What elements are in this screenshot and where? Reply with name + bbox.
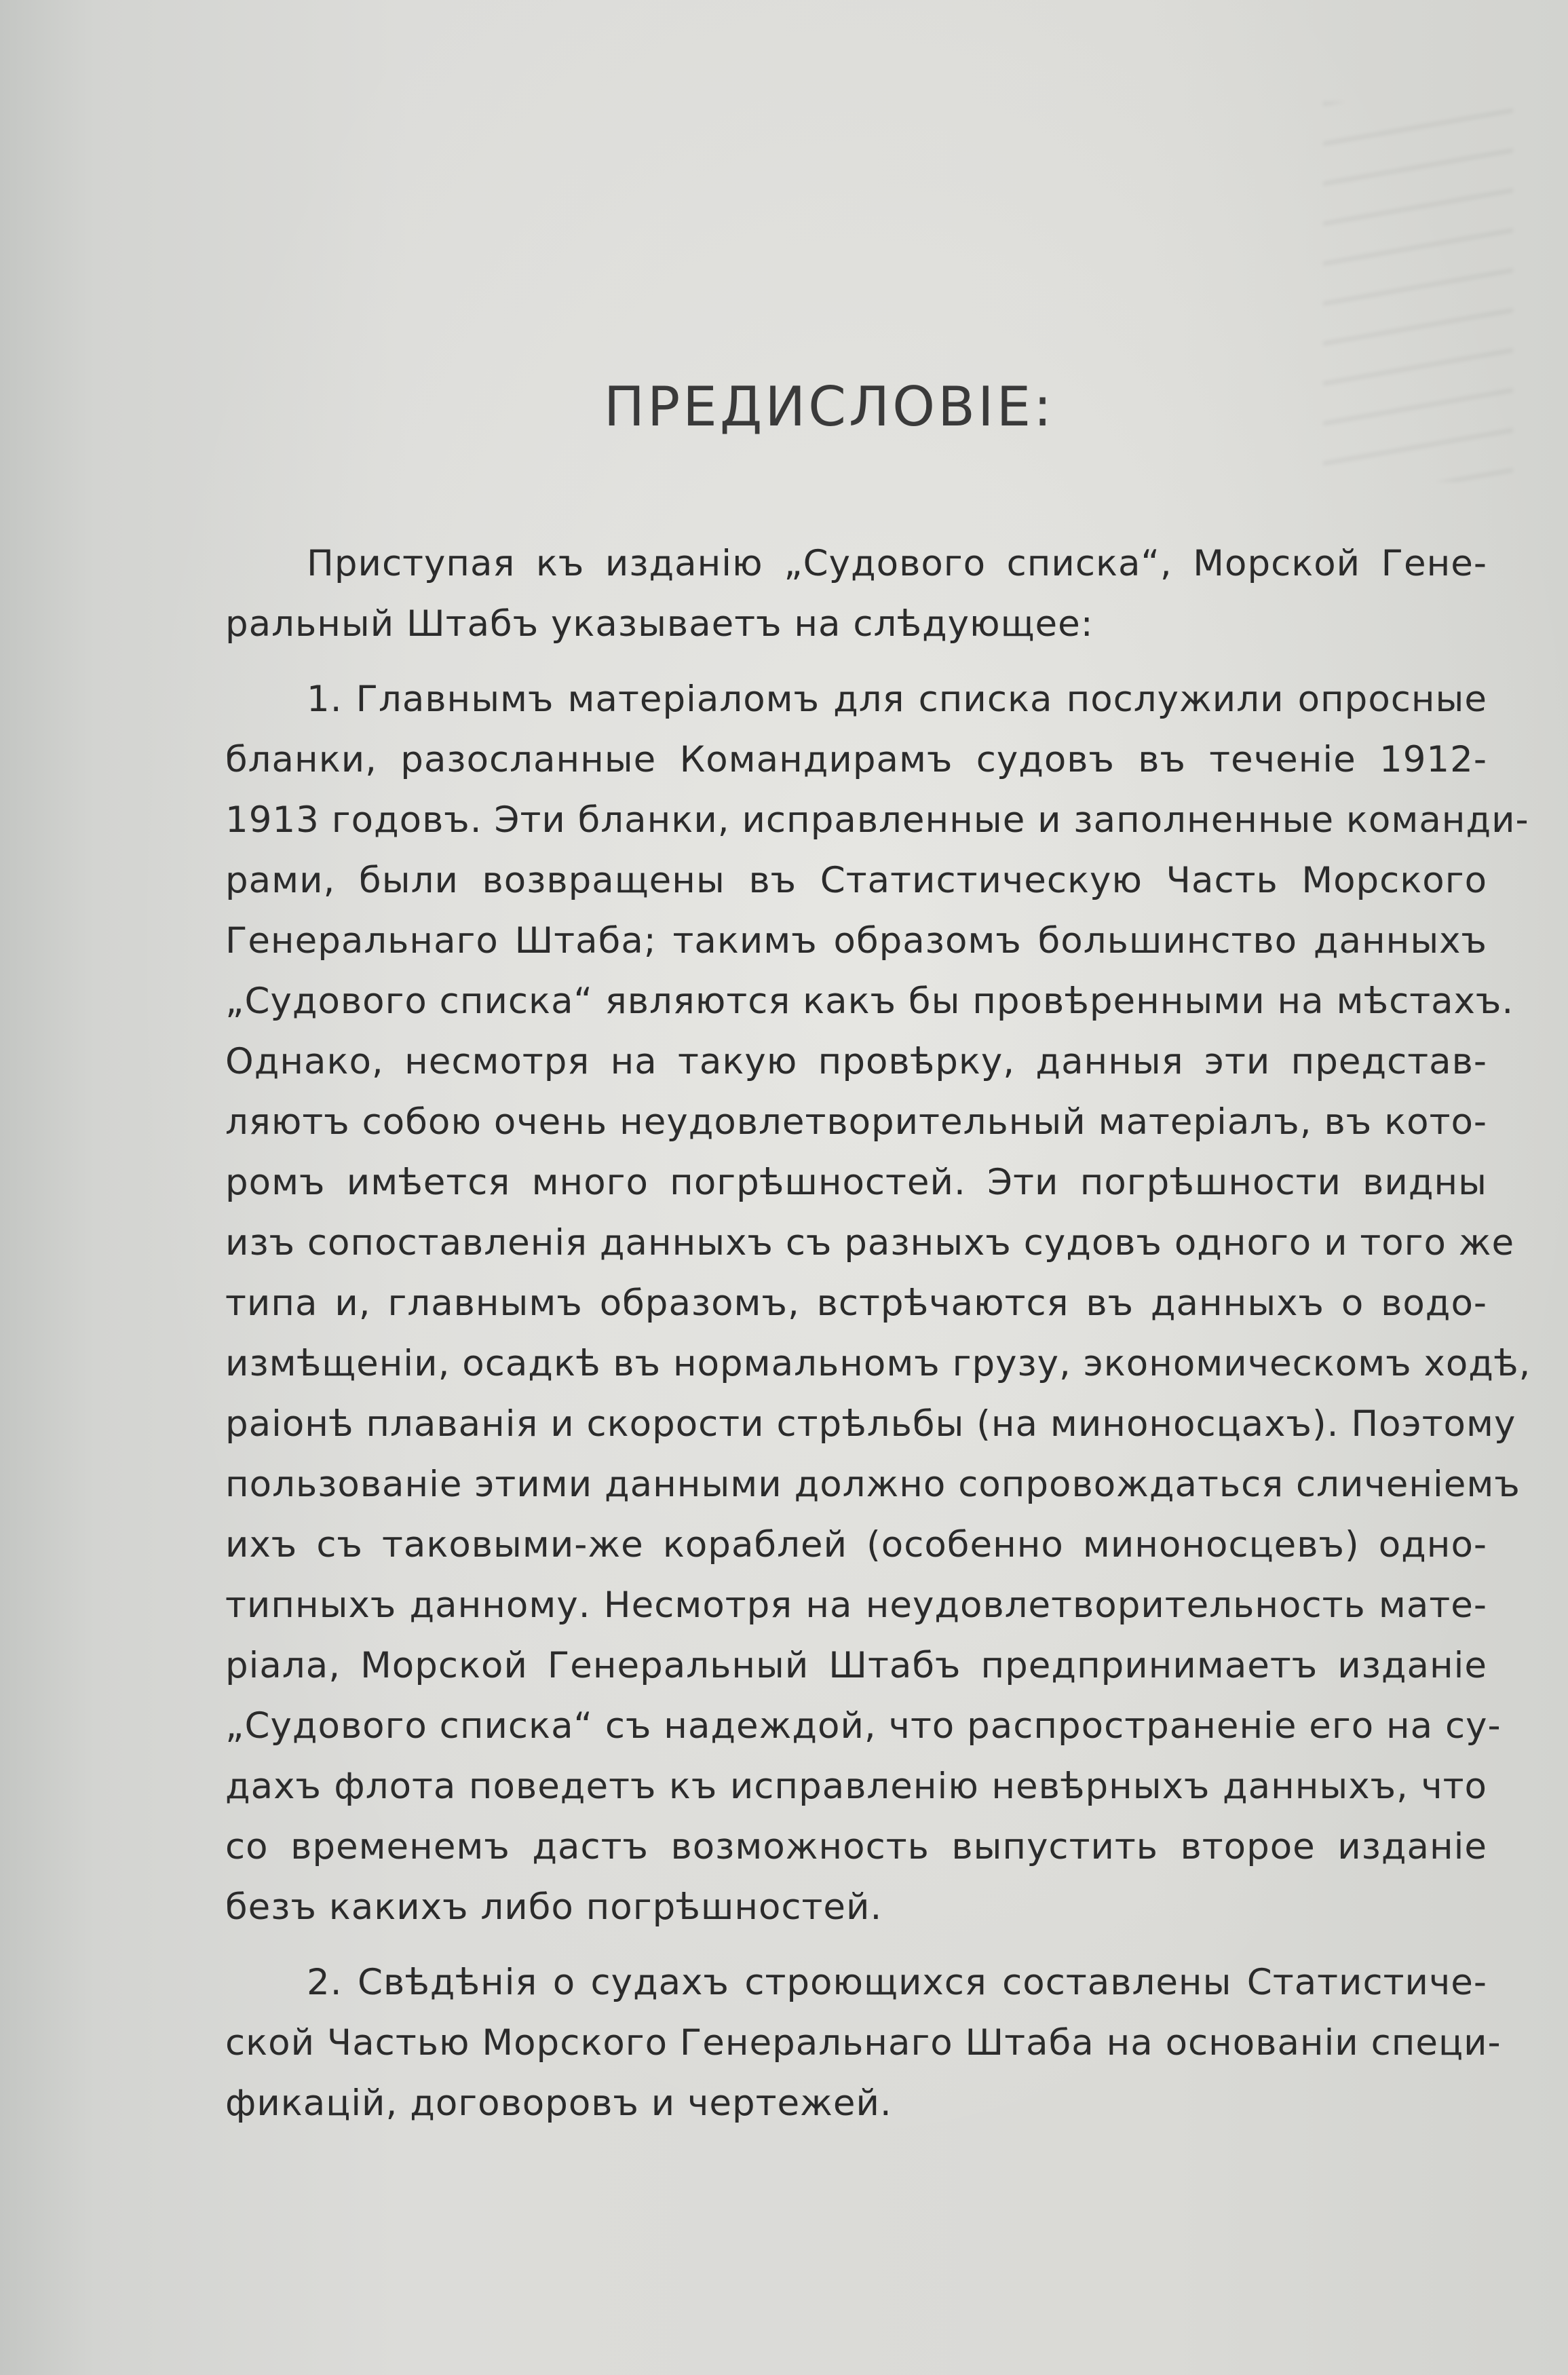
text-line: „Судового списка“ съ надеждой, что распространенiе его на су- xyxy=(225,1705,1502,1747)
text-line: 1. Главнымъ матерiаломъ для списка послужили опросные xyxy=(307,679,1487,720)
text-line: измѣщенiи, осадкѣ въ нормальномъ грузу, экономическомъ ходѣ, xyxy=(225,1343,1531,1384)
text-line: изъ сопоставленiя данныхъ съ разныхъ судовъ одного и того же xyxy=(225,1222,1515,1264)
text-line: Приступая къ изданiю „Судового списка“, Морской Гене- xyxy=(307,543,1487,584)
paragraph-point-2 xyxy=(144,1952,1502,2133)
text-line: фикацiй, договоровъ и чертежей. xyxy=(225,2083,892,2124)
text-line: пользованiе этими данными должно сопровождаться сличенiемъ xyxy=(225,1464,1521,1505)
text-line: ромъ имѣется много погрѣшностей. Эти погрѣшности видны xyxy=(225,1162,1487,1203)
text-line: 2. Свѣдѣнiя о судахъ строющихся составлены Статистиче- xyxy=(307,1962,1487,2003)
text-line: „Судового списка“ являются какъ бы провѣренными на мѣстахъ. xyxy=(225,981,1514,1022)
text-line: 1913 годовъ. Эти бланки, исправленные и заполненные команди- xyxy=(225,799,1529,841)
text-line: ральный Штабъ указываетъ на слѣдующее: xyxy=(225,603,1094,645)
text-line: ихъ съ таковыми-же кораблей (особенно миноносцевъ) одно- xyxy=(225,1524,1487,1565)
text-line: ской Частью Морского Генеральнаго Штаба на основанiи специ- xyxy=(225,2022,1502,2064)
text-line: рами, были возвращены въ Статистическую Часть Морского xyxy=(225,860,1487,901)
text-line: раiонѣ плаванiя и скорости стрѣльбы (на миноносцахъ). Поэтому xyxy=(225,1403,1516,1445)
text-line: типа и, главнымъ образомъ, встрѣчаются въ данныхъ о водо- xyxy=(225,1282,1487,1324)
preface-text xyxy=(144,375,1531,2133)
text-line: дахъ флота поведетъ къ исправленiю невѣрныхъ данныхъ, что xyxy=(225,1766,1487,1807)
page-title: ПРЕДИСЛОВIЕ: xyxy=(603,375,1055,438)
paragraph-intro xyxy=(144,533,1487,654)
paragraph-point-1 xyxy=(144,669,1531,1937)
text-line: Однако, несмотря на такую провѣрку, данныя эти представ- xyxy=(225,1041,1487,1082)
text-line: со временемъ дастъ возможность выпустить второе изданiе xyxy=(225,1826,1487,1867)
text-line: бланки, разосланные Командирамъ судовъ въ теченiе 1912- xyxy=(225,739,1487,780)
text-line: ляютъ собою очень неудовлетворительный матерiалъ, въ кото- xyxy=(225,1101,1487,1143)
text-line: Генеральнаго Штаба; такимъ образомъ большинство данныхъ xyxy=(225,920,1487,962)
text-line: рiала, Морской Генеральный Штабъ предпринимаетъ изданiе xyxy=(225,1645,1487,1686)
text-line: безъ какихъ либо погрѣшностей. xyxy=(225,1886,883,1928)
text-line: типныхъ данному. Несмотря на неудовлетворительность мате- xyxy=(225,1584,1487,1626)
